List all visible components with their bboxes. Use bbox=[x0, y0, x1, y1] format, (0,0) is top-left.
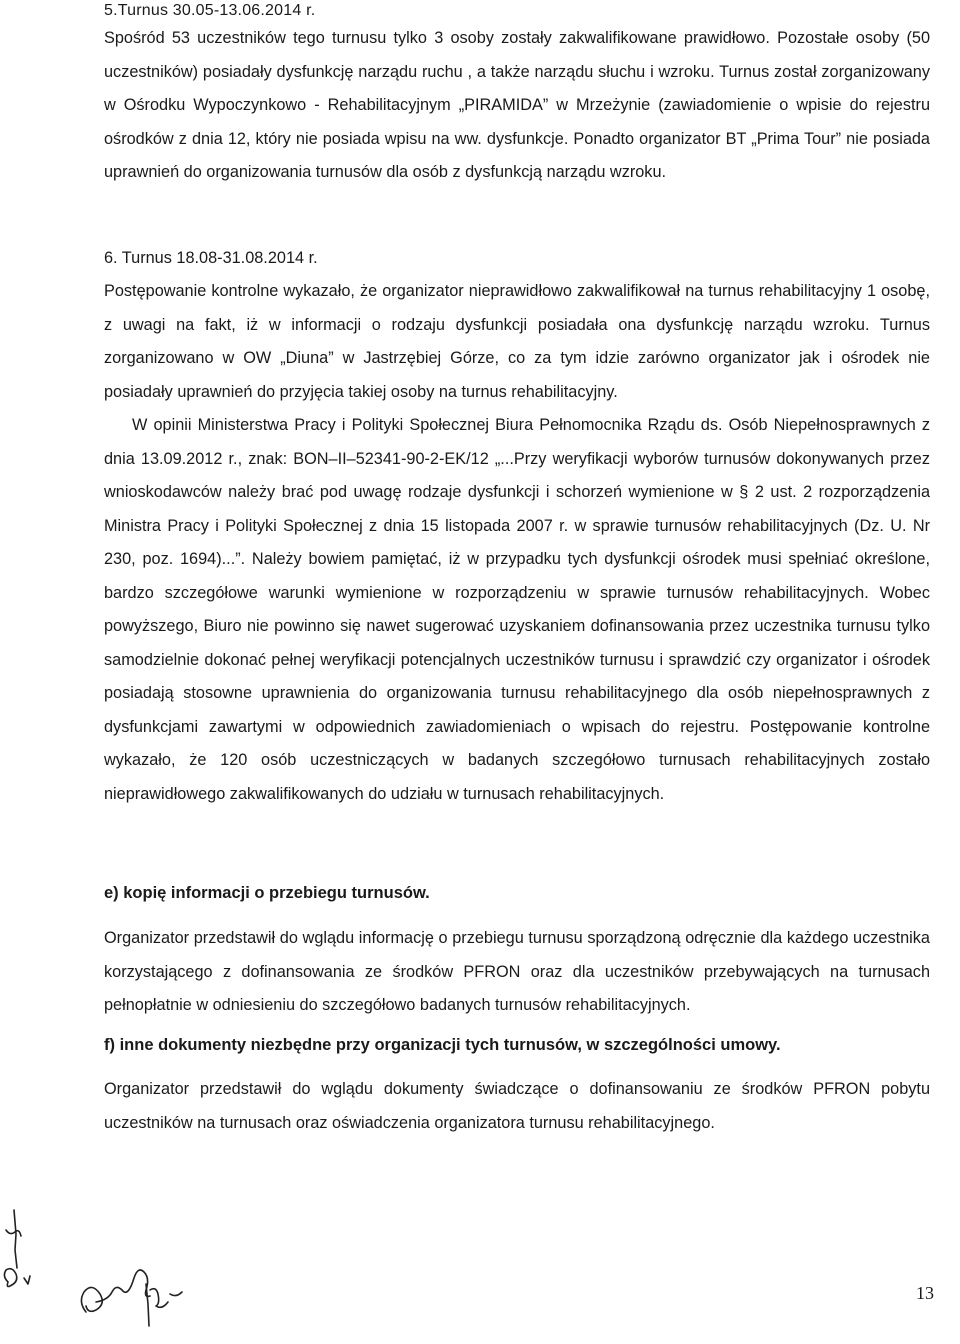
section-6-paragraph-1: Postępowanie kontrolne wykazało, że organizator nieprawidłowo zakwalifikował na turnus rehabilitacyjny 1 osobę, z uwagi na fakt, iż w informacji o rodzaju dysfunkcji posiadała ona dysfunkcję narządu wzroku. Turnus zorganizowano w OW „Diuna” w Jastrzębiej Górze, co za tym idzie zarówno organizator jak i ośrodek nie posiadały uprawnień do przyjęcia takiej osoby na turnus rehabilitacyjny. bbox=[104, 282, 930, 401]
section-e-paragraph: Organizator przedstawił do wglądu informację o przebiegu turnusu sporządzoną odręcznie dla każdego uczestnika korzystającego z dofinansowania ze środków PFRON oraz dla uczestników przebywających na turnusach pełnopłatnie w odniesieniu do szczegółowo badanych turnusów rehabilitacyjnych. bbox=[104, 929, 930, 1014]
section-6-heading: 6. Turnus 18.08-31.08.2014 r. bbox=[104, 249, 318, 267]
section-e-heading: e) kopię informacji o przebiegu turnusów. bbox=[104, 884, 430, 902]
section-5-paragraph: Spośród 53 uczestników tego turnusu tylko 3 osoby zostały zakwalifikowane prawidłowo. Pozostałe osoby (50 uczestników) posiadały dysfunkcję narządu ruchu , a także narządu słuchu i wzroku. Turnus został zorganizowany w Ośrodku Wypoczynkowo - Rehabilitacyjnym „PIRAMIDA” w Mrzeżynie (zawiadomienie o wpisie do rejestru ośrodków z dnia 12, który nie posiada wpisu na ww. dysfunkcje. Ponadto organizator BT „Prima Tour” nie posiada uprawnień do organizowania turnusów dla osób z dysfunkcją narządu wzroku. bbox=[104, 29, 930, 181]
section-f-heading: f) inne dokumenty niezbędne przy organizacji tych turnusów, w szczególności umowy. bbox=[104, 1036, 781, 1054]
page-number: 13 bbox=[916, 1283, 934, 1303]
section-5-heading: 5.Turnus 30.05-13.06.2014 r. bbox=[104, 2, 316, 19]
section-6-paragraph-2: W opinii Ministerstwa Pracy i Polityki Społecznej Biura Pełnomocnika Rządu ds. Osób Niepełnosprawnych z dnia 13.09.2012 r., znak: BON–II–52341-90-2-EK/12 „...Przy weryfikacji wyborów turnusów dokonywanych przez wnioskodawców należy brać pod uwagę rodzaje dysfunkcji i schorzeń wymienione w § 2 ust. 2 rozporządzenia Ministra Pracy i Polityki Społecznej z dnia 15 listopada 2007 r. w sprawie turnusów rehabilitacyjnych (Dz. U. Nr 230, poz. 1694)...”. Należy bowiem pamiętać, iż w przypadku tych dysfunkcji ośrodek musi spełniać określone, bardzo szczegółowe warunki wymienione w rozporządzeniu w sprawie turnusów rehabilitacyjnych. Wobec powyższego, Biuro nie powinno się nawet sugerować uzyskaniem dofinansowania przez uczestnika turnusu tylko samodzielnie dokonać pełnej weryfikacji potencjalnych uczestników turnusu i sprawdzić czy organizator i ośrodek posiadają stosowne uprawnienia do organizowania turnusu rehabilitacyjnego dla osób niepełnosprawnych z dysfunkcjami zawartymi w odpowiednich zawiadomieniach o wpisach do rejestru. Postępowanie kontrolne wykazało, że 120 osób uczestniczących w badanych szczegółowo turnusach rehabilitacyjnych zostało nieprawidłowego zakwalifikowanych do udziału w turnusach rehabilitacyjnych. bbox=[104, 416, 930, 803]
section-f-paragraph: Organizator przedstawił do wglądu dokumenty świadczące o dofinansowaniu ze środków PFRON pobytu uczestników na turnusach oraz oświadczenia organizatora turnusu rehabilitacyjnego. bbox=[104, 1080, 930, 1132]
handwritten-signature-icon bbox=[0, 1190, 220, 1344]
